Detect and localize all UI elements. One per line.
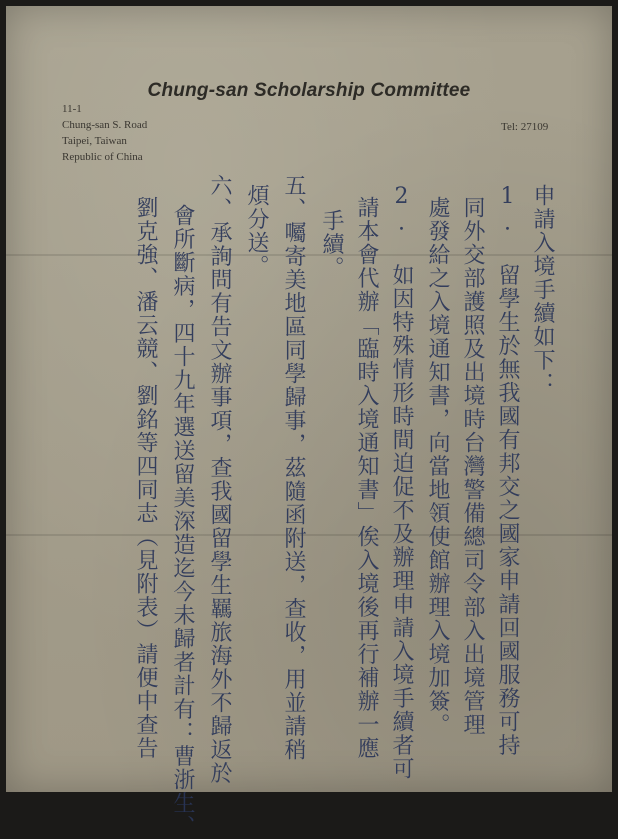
address-line: Taipei, Taiwan [62,135,127,147]
letterhead-telephone: Tel: 27109 [501,121,549,133]
handwritten-column: 手續。 [319,209,344,280]
letterhead-title: Chung-san Scholarship Committee [147,80,471,101]
handwritten-body [76,174,586,839]
handwritten-column: 六、承詢問有告文辦事項，查我國留學生羈旅海外不歸返於 [207,174,232,785]
handwritten-column: 處發給之入境通知書，向當地領使館辦理入境加簽。 [425,196,450,737]
handwritten-column: 1. 留學生於無我國有邦交之國家申請回國服務可持 [495,184,520,757]
handwritten-column: 請本會代辦「臨時入境通知書」俟入境後再行補辦一應 [354,196,379,760]
address-line: Republic of China [62,151,143,163]
handwritten-column: 同外交部護照及出境時台灣警備總司令部入出境管理 [460,196,485,737]
address-line: Chung-san S. Road [62,119,148,131]
address-line: 11-1 [62,103,82,115]
handwritten-column: 2. 如因特殊情形時間迫促不及辦理申請入境手續者可 [389,184,414,781]
handwritten-column: 申請入境手續如下： [530,184,555,396]
letter-paper [6,6,612,839]
handwritten-column: 煩分送。 [244,184,269,278]
letterhead-address [62,101,147,165]
handwritten-column: 劉克強、潘云競、劉銘等四同志（見附表）請便中查告 [133,196,158,760]
handwritten-column: 五、囑寄美地區同學歸事，茲隨函附送，查收，用並請稍 [281,174,306,762]
handwritten-column: 會所斷病，四十九年選送留美深造迄今未歸者計有：曹浙生、 [170,204,195,839]
